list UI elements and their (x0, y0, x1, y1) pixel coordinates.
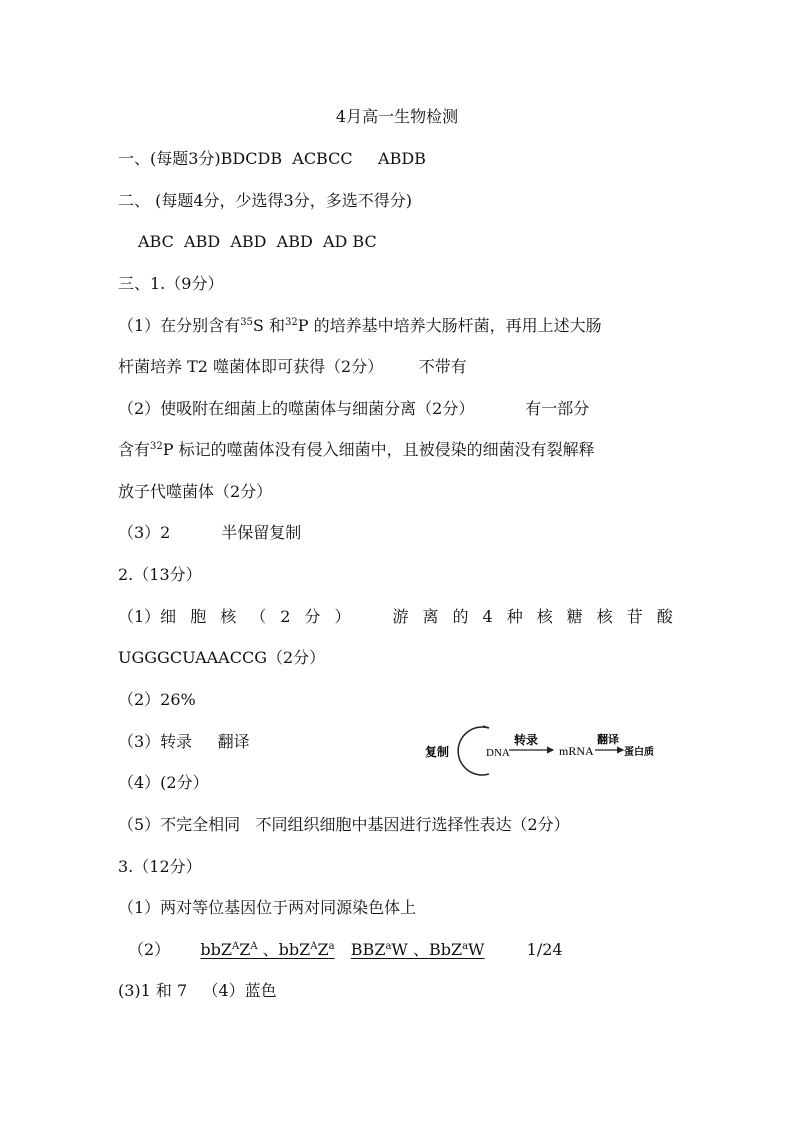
dna-label: DNA (486, 747, 510, 759)
q2-part1-line1 (118, 607, 673, 627)
replication-loop (458, 727, 489, 775)
text-run: （1）在分别含有 (118, 316, 241, 335)
text-run: W 、BbZ (391, 940, 463, 959)
section-1-label: 一、(每题3分) (118, 149, 221, 168)
page-title: 4月高一生物检测 (335, 107, 459, 126)
text-run: Z (317, 940, 329, 959)
mrna-label: mRNA (559, 744, 594, 758)
q1-part1-line1 (118, 316, 602, 336)
superscript: A (310, 941, 318, 952)
char: 2 (280, 607, 291, 626)
q3-part2-label: （2） (128, 940, 171, 959)
section-1-answers: BDCDB ACBCC ABDB (220, 149, 426, 168)
char: （ (250, 607, 267, 626)
text-run: 、bbZ (257, 940, 311, 959)
superscript: a (328, 941, 335, 952)
q3-part1: （1）两对等位基因位于两对同源染色体上 (118, 898, 417, 917)
ratio-answer: 1/24 (526, 940, 563, 959)
q1-heading: 三、1.（9分） (118, 274, 224, 293)
section-2-label: 二、 (每题4分，少选得3分，多选不得分) (118, 191, 412, 210)
char: 离 (422, 607, 439, 626)
section-2-answers: ABC ABD ABD ABD AD BC (138, 232, 377, 251)
q2-part4: （4）(2分） (118, 773, 209, 792)
q2-part3: （3）转录 翻译 (118, 732, 250, 751)
text-run: BBZ (350, 940, 386, 959)
q3-part3-4: (3)1 和 7 （4）蓝色 (118, 981, 277, 1000)
char: ） (334, 607, 351, 626)
char: 种 (506, 607, 523, 626)
char: 糖 (566, 607, 583, 626)
char: 分 (304, 607, 321, 626)
superscript: A (231, 941, 240, 952)
q1-part2-line3: 放子代噬菌体（2分） (118, 482, 273, 501)
char: 胞 (190, 607, 207, 626)
protein-label: 蛋白质 (624, 747, 654, 758)
char: 4 (482, 607, 493, 626)
char: 核 (596, 607, 613, 626)
char: 核 (220, 607, 237, 626)
section-1 (118, 149, 426, 169)
char: 酸 (656, 607, 673, 626)
superscript: 35 (240, 317, 253, 328)
text-run: bbZ (200, 940, 232, 959)
genotype-answer-1 (200, 940, 334, 959)
char: 游 (392, 607, 409, 626)
q1-part2-line1: （2）使吸附在细菌上的噬菌体与细菌分离（2分） 有一部分 (118, 399, 590, 418)
char: （1）细 (118, 607, 177, 626)
q2-part1-line2: UGGGCUAAACCG（2分） (118, 648, 326, 667)
text-run: Z (239, 940, 251, 959)
char: 的 (452, 607, 469, 626)
q3-part2 (128, 940, 563, 960)
q2-part5: （5）不完全相同 不同组织细胞中基因进行选择性表达（2分） (118, 815, 570, 834)
q1-part3: （3）2 半保留复制 (118, 523, 302, 542)
q3-heading: 3.（12分） (118, 857, 202, 876)
superscript: A (250, 941, 258, 952)
char: 核 (536, 607, 553, 626)
text-run: W (468, 940, 485, 959)
text-run: P 标记的噬菌体没有侵入细菌中，且被侵染的细菌没有裂解释 (162, 440, 595, 459)
char: 苷 (626, 607, 643, 626)
superscript: a (462, 941, 469, 952)
q2-part2: （2）26% (118, 690, 196, 709)
q1-part2-line2 (118, 440, 595, 460)
text-run: P 的培养基中培养大肠杆菌，再用上述大肠 (297, 316, 602, 335)
superscript: 32 (284, 317, 298, 328)
q1-part1-line2: 杆菌培养 T2 噬菌体即可获得（2分） 不带有 (118, 357, 467, 376)
text-run: S 和 (252, 316, 285, 335)
superscript: 32 (150, 441, 163, 452)
genotype-answer-2 (351, 940, 485, 959)
text-run: 含有 (118, 440, 151, 459)
superscript: a (385, 941, 392, 952)
transcribe-label: 转录 (514, 733, 539, 747)
translate-label: 翻译 (597, 734, 619, 746)
q2-heading: 2.（13分） (118, 565, 202, 584)
replicate-label: 复制 (425, 745, 450, 759)
central-dogma-diagram (425, 722, 665, 782)
